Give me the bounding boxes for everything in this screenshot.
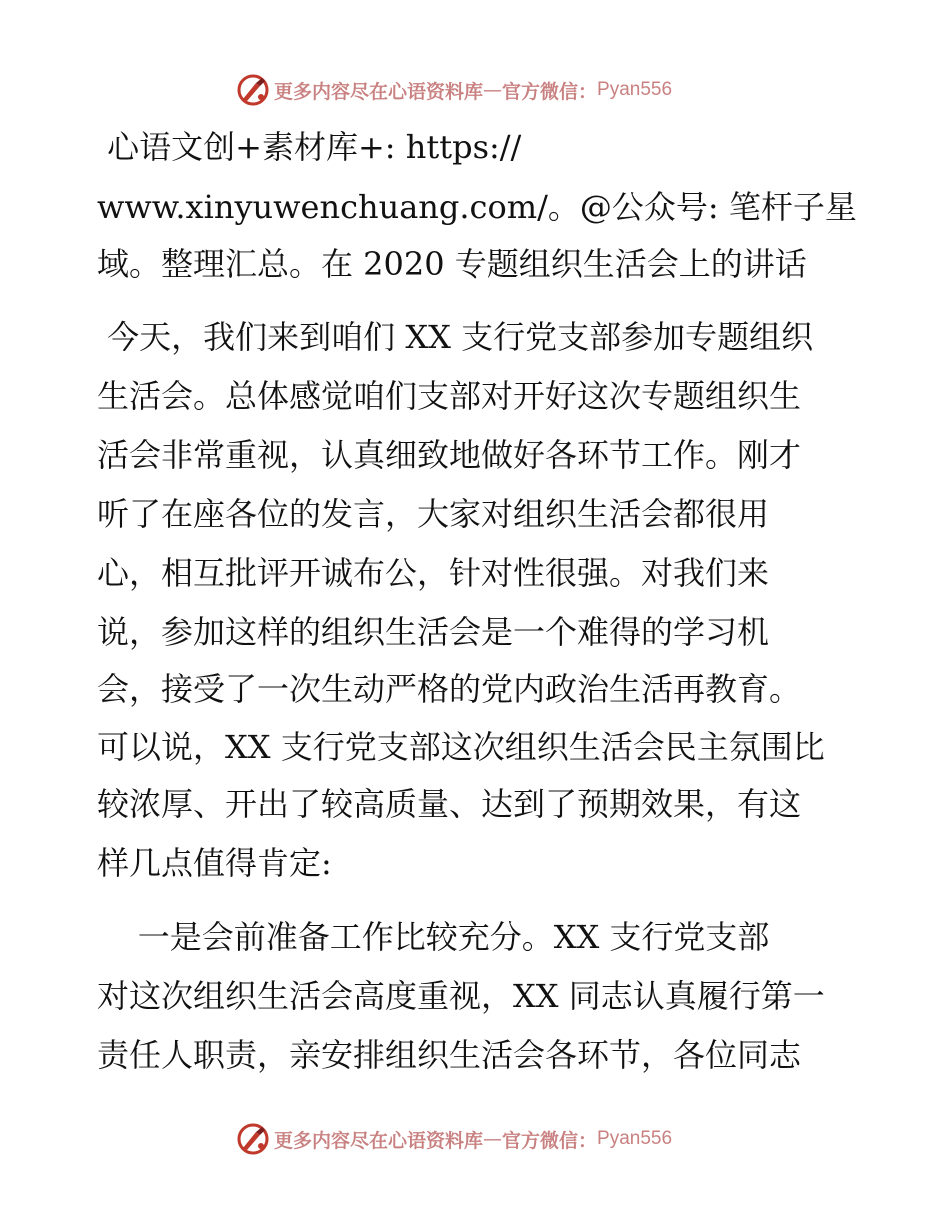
text-line: 会，接受了一次生动严格的党内政治生活再教育。 [97, 670, 802, 708]
header-watermark [236, 72, 672, 108]
text-line: 对这次组织生活会高度重视，XX 同志认真履行第一 [97, 977, 825, 1015]
text-line: 域。整理汇总。在 2020 专题组织生活会上的讲话 [97, 245, 807, 283]
text-line: 活会非常重视，认真细致地做好各环节工作。刚才 [97, 436, 802, 474]
pen-logo-icon [236, 73, 270, 107]
text-line: 说，参加这样的组织生活会是一个难得的学习机 [97, 613, 770, 651]
text-line: 听了在座各位的发言，大家对组织生活会都很用 [97, 495, 770, 533]
pen-logo-icon [236, 1122, 270, 1156]
text-line: 心，相互批评开诚布公，针对性很强。对我们来 [97, 554, 770, 592]
text-line: 责任人职责，亲安排组织生活会各环节，各位同志 [97, 1036, 802, 1074]
watermark-text: 更多内容尽在心语资料库 [274, 1129, 484, 1152]
text-line: 可以说，XX 支行党支部这次组织生活会民主氛围比 [97, 728, 825, 766]
watermark-label: 官方微信： [502, 80, 598, 103]
footer-watermark [236, 1121, 672, 1157]
watermark-separator: — [483, 1128, 503, 1150]
watermark-separator: — [483, 79, 503, 101]
watermark-handle: Pyan556 [597, 79, 673, 100]
text-line: 较浓厚、开出了较高质量、达到了预期效果，有这 [97, 785, 802, 823]
text-line: 生活会。总体感觉咱们支部对开好这次专题组织生 [97, 377, 802, 415]
watermark-handle: Pyan556 [597, 1128, 673, 1149]
watermark-text: 更多内容尽在心语资料库 [274, 80, 484, 103]
text-line: 今天，我们来到咱们 XX 支行党支部参加专题组织 [97, 318, 814, 356]
text-line: 一是会前准备工作比较充分。XX 支行党支部 [97, 918, 770, 956]
text-line: www.xinyuwenchuang.com/。@公众号: 笔杆子星 [97, 188, 857, 226]
watermark-label: 官方微信： [502, 1129, 598, 1152]
text-line: 心语文创+素材库+: https:// [97, 128, 522, 166]
text-line: 样几点值得肯定: [97, 844, 332, 882]
